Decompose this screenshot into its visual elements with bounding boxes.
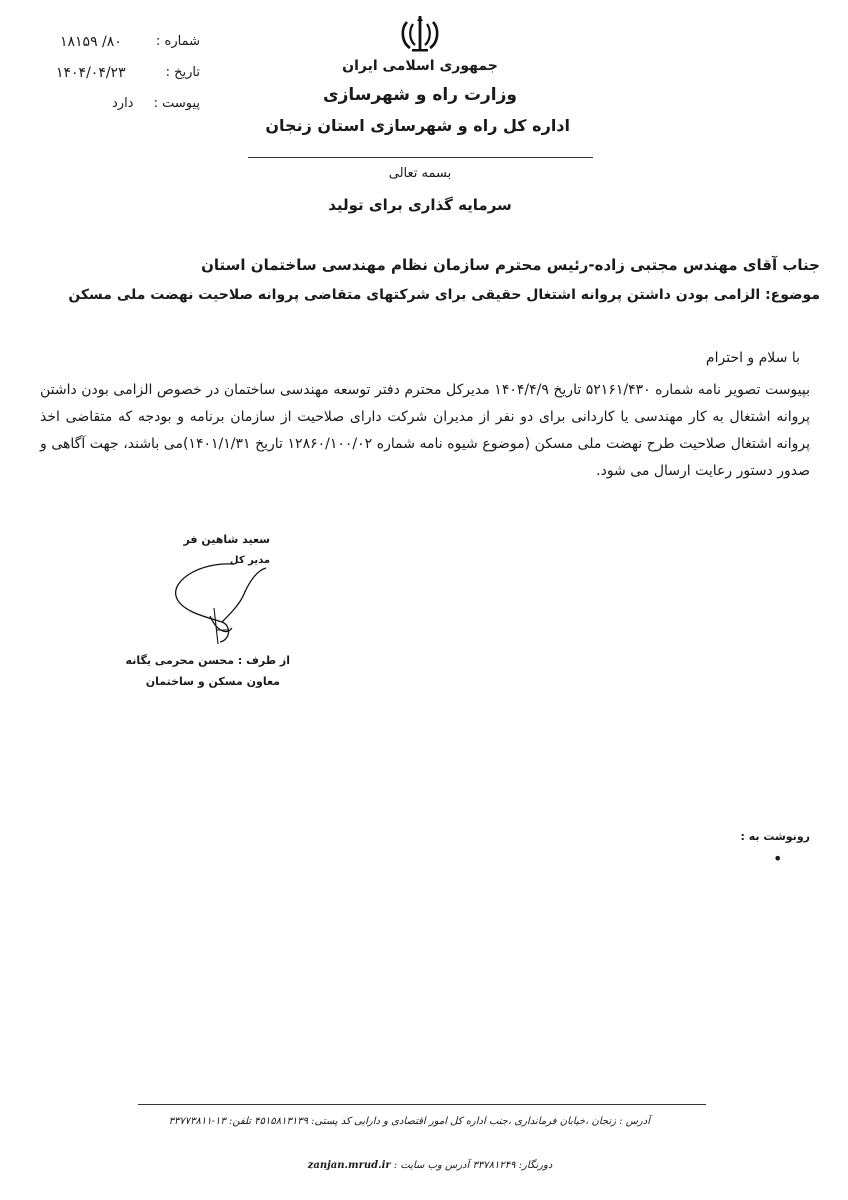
on-behalf-of: از طرف : محسن محرمی یگانه <box>125 654 290 667</box>
deputy-title: معاون مسکن و ساختمان <box>145 675 280 688</box>
invocation: بسمه تعالی <box>388 166 452 181</box>
slogan: سرمایه گذاری برای تولید <box>328 196 512 214</box>
greeting: با سلام و احترام <box>705 350 800 366</box>
footer-website-line <box>300 1160 560 1171</box>
recipient: جناب آقای مهندس مجتبی زاده-رئیس محترم سازمان نظام مهندسی ساختمان استان <box>201 256 820 274</box>
letter-attachment-value: دارد <box>112 96 134 111</box>
footer-address: آدرس : زنجان ،خیابان فرمانداری ،جنب اداره کل امور اقتصادی و دارایی کد پستی: ۴۵۱۵۸۱۳۱۳۹ تلفن: ۱۳-۳۳۷۷۳۸۱۱ <box>168 1116 650 1127</box>
header-divider <box>248 157 593 158</box>
subject: موضوع: الزامی بودن داشتن پروانه اشتغال حقیقی برای شرکتهای متقاضی پروانه صلاحیت نهضت ملی مسکن <box>68 287 820 303</box>
letter-attachment-label: پیوست : <box>153 96 200 111</box>
cc-bullet: • <box>773 849 783 868</box>
footer-website[interactable]: zanjan.mrud.ir <box>307 1160 391 1171</box>
signer-title: مدیر کل <box>229 555 271 566</box>
letter-attachment-row <box>40 96 200 116</box>
letter-number-label: شماره : <box>156 34 200 49</box>
header-department: اداره کل راه و شهرسازی استان زنجان <box>265 116 570 135</box>
header-ministry: وزارت راه و شهرسازی <box>322 85 517 105</box>
header-country: جمهوری اسلامی ایران <box>342 58 498 74</box>
letter-date-row <box>40 65 200 85</box>
signer-name: سعید شاهین فر <box>183 533 270 546</box>
letter-body: بپیوست تصویر نامه شماره ۵۲۱۶۱/۴۳۰ تاریخ ۱۴۰۴/۴/۹ مدیرکل محترم دفتر توسعه مهندسی ساختمان در خصوص الزامی بودن داشتن پروانه اشتغال به کار مهندسی یا کاردانی برای دو نفر از مدیران شرکت دارای صلاحیت از سازمان برنامه و بودجه که متقاضی اخذ پروانه اشتغال صلاحیت طرح نهضت ملی مسکن (موضوع شیوه نامه شماره ۱۲۸۶۰/۱۰۰/۰۲ تاریخ ۱۴۰۱/۱/۳۱)می باشند، جهت آگاهی و صدور دستور رعایت ارسال می شود. <box>40 382 811 479</box>
iran-emblem-icon <box>398 12 442 56</box>
letter-date-label: تاریخ : <box>165 65 200 80</box>
footer-divider <box>138 1104 706 1105</box>
letter-number-value: ۸۰/ ۱۸۱۵۹ <box>60 34 122 50</box>
letter-number-row <box>40 34 200 54</box>
cc-label: رونوشت به : <box>740 830 810 843</box>
footer-website-prefix: دورنگار: ۳۳۷۸۱۲۴۹ آدرس وب سایت : <box>393 1160 553 1171</box>
handwritten-signature <box>170 560 280 650</box>
letter-date-value: ۱۴۰۴/۰۴/۲۳ <box>56 65 126 81</box>
